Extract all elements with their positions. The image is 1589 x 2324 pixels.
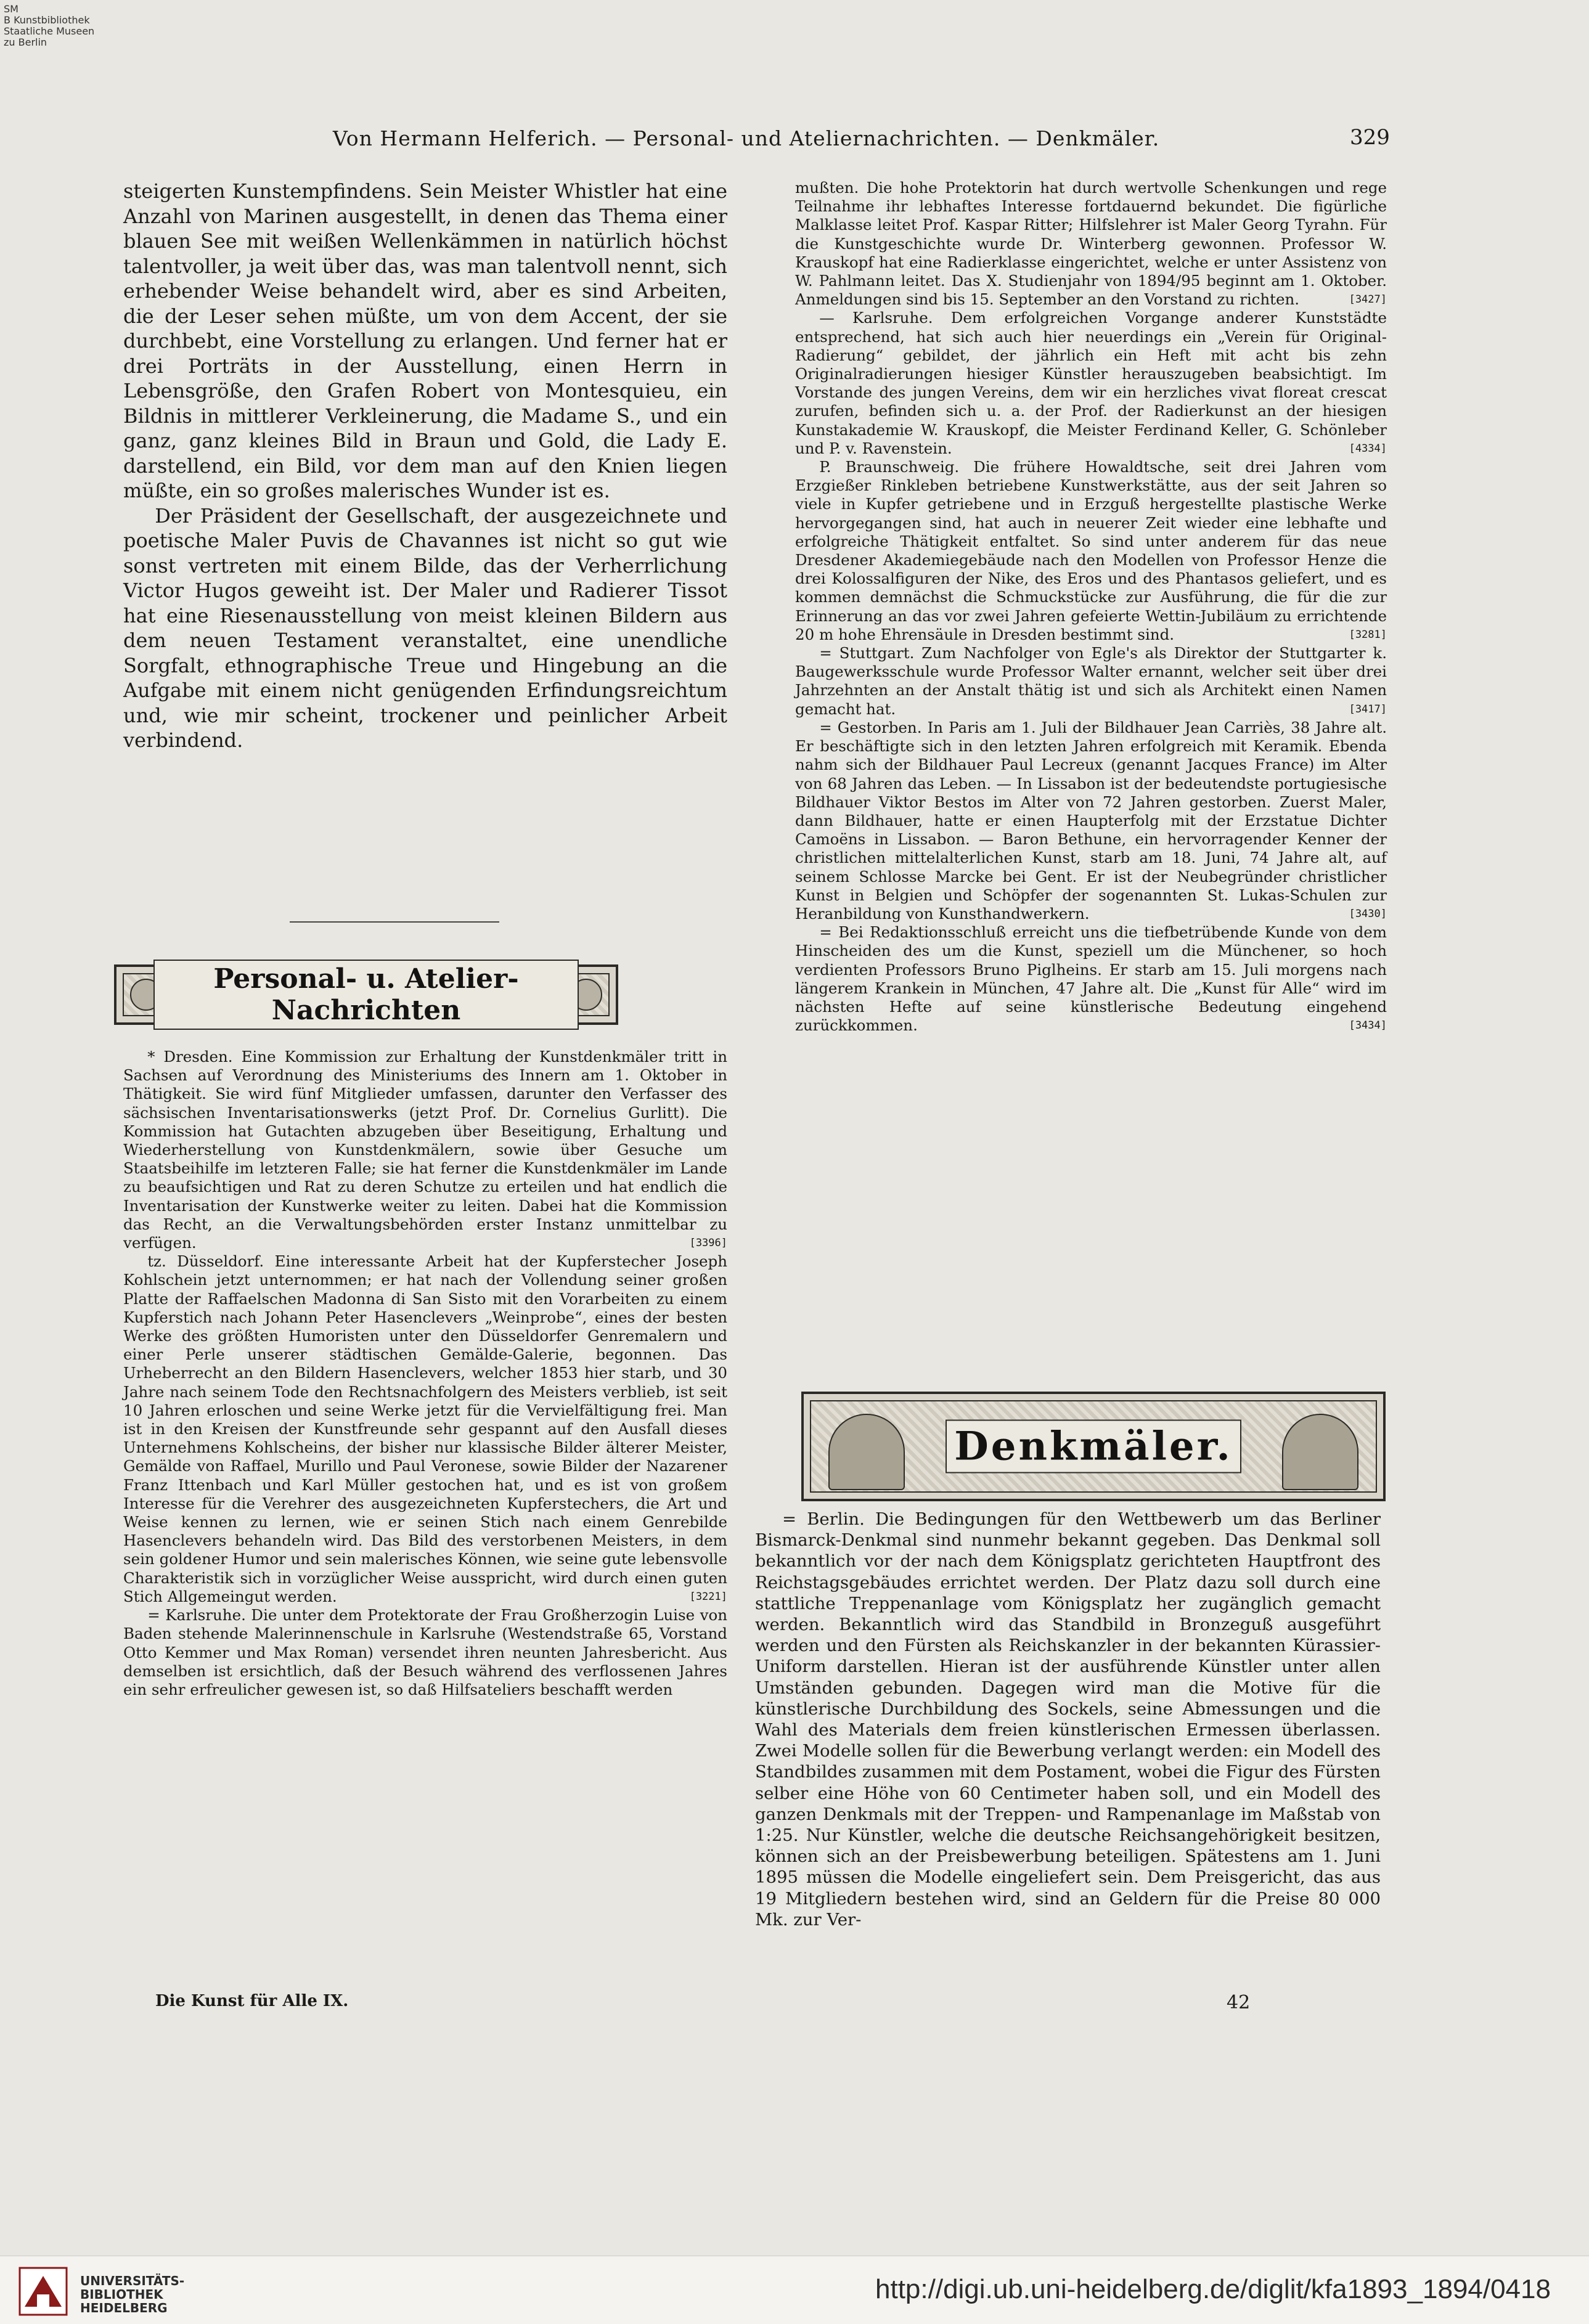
news-item <box>795 458 1387 644</box>
news-item <box>795 309 1387 458</box>
journal-footer: Die Kunst für Alle IX. <box>155 1992 349 2010</box>
news-text: — Karlsruhe. Dem erfolgreichen Vorgange anderer Kunststädte entsprechend, hat sich auch hier neuerdings ein „Verein für Original-Radierung“ gebildet, der jährlich ein Heft mit acht bis zehn Originalradierungen hiesiger Künstler herauszugeben beabsichtigt. Im Vorstande des jungen Vereins, dem wir ein herzliches vivat floreat crescat zurufen, befinden sich u. a. der Prof. der Radierkunst an der hiesigen Kunstakademie W. Krauskopf, die Meister Ferdinand Keller, G. Schönleber und P. v. Ravenstein. <box>795 309 1387 457</box>
banner-title: Personal- u. Atelier-Nachrichten <box>153 960 579 1030</box>
news-text: tz. Düsseldorf. Eine interessante Arbeit hat der Kupferstecher Joseph Kohlschein jetzt unternommen; er hat nach der Vollendung seiner großen Platte der Raffaelschen Madonna di San Sisto mit den Vorarbeiten zu einem Kupferstich nach Johann Peter Hasenclevers „Weinprobe“, eines der besten Werke des größten Humoristen unter den Düsseldorfer Genremalern und einer Perle unserer städtischen Gemälde-Galerie, begonnen. Das Urheberrecht an den Bildern Hasenclevers, welcher 1853 hier starb, und 30 Jahre nach seinem Tode den Rechtsnachfolgern des Meisters verblieb, ist seit 10 Jahren erloschen und seine Werke jetzt für die Vervielfältigung frei. Man ist in den Kreisen der Kunstfreunde sehr gespannt auf den Ausfall dieses Unternehmens Kohlscheins, der bisher nur klassische Bilder älterer Meister, Gemälde von Raffael, Murillo und Paul Veronese, sowie Bilder der Nazarener Franz Ittenbach und Karl Müller gestochen hat, und es ist von großem Interesse für die Verehrer des ausgezeichneten Kupferstechers, die Art und Weise kennen zu lernen, wie er seinen Stich nach einem Genrebilde Hasenclevers behandeln wird. Das Bild des verstorbenen Meisters, in dem sein goldener Humor und sein malerisches Können, wie seine gute lebensvolle Charakteristik sich in vorzüglicher Weise ausspricht, wird durch einen guten Stich Allgemeingut werden. <box>123 1252 727 1605</box>
news-item <box>795 923 1387 1035</box>
right-column <box>795 179 1387 1035</box>
news-text: mußten. Die hohe Protektorin hat durch wertvolle Schenkungen und rege Teilnahme ihr lebhaftes Interesse fortdauernd bekundet. Die figürliche Malklasse leitet Prof. Kaspar Ritter; Hilfslehrer ist Maler Georg Tyrahn. Für die Kunstgeschichte wurde Dr. Winterberg gewonnen. Professor W. Krauskopf hat eine Radierklasse eingerichtet, welche er unter Assistenz von W. Pahlmann leitet. Das X. Studienjahr von 1894/95 beginnt am 1. Oktober. Anmeldungen sind bis 15. September an den Vorstand zu richten. <box>795 179 1387 309</box>
university-logo-icon <box>18 2267 68 2316</box>
left-column <box>123 179 727 753</box>
reference-number: [3427] <box>1349 293 1387 306</box>
library-stamp <box>4 4 94 48</box>
news-item <box>795 644 1387 719</box>
news-item <box>795 719 1387 923</box>
reference-number: [3434] <box>1349 1019 1387 1032</box>
library-name-line: BIBLIOTHEK <box>80 2287 163 2302</box>
footer-issue-number: 42 <box>1227 1992 1251 2013</box>
reference-number: [4334] <box>1349 442 1387 455</box>
statue-figure-icon <box>1282 1414 1358 1490</box>
reference-number: [3221] <box>689 1590 727 1603</box>
news-text: = Bei Redaktionsschluß erreicht uns die tiefbetrübende Kunde von dem Hinscheiden des um die Kunst, speziell um die Münchener, so hoch verdienten Professors Bruno Piglheins. Er starb am 15. Juli morgens nach längerem Krankein in München, 47 Jahre alt. Die „Kunst für Alle“ wird im nächsten Hefte auf seine künstlerische Bedeutung eingehend zurückkommen. <box>795 923 1387 1035</box>
news-text: = Stuttgart. Zum Nachfolger von Egle's als Direktor der Stuttgarter k. Baugewerksschule wurde Professor Walter ernannt, welcher seit über drei Jahrzehnten an der Anstalt thätig ist und sich als Architekt einen Namen gemacht hat. <box>795 644 1387 718</box>
running-head: Von Hermann Helferich. — Personal- und Ateliernachrichten. — Denkmäler. <box>333 126 1160 150</box>
monument-item: = Berlin. Die Bedingungen für den Wettbewerb um das Berliner Bismarck-Denkmal sind nunmehr bekannt gegeben. Das Denkmal soll bekanntlich vor der nach dem Königsplatz gerichteten Hauptfront des Reichstagsgebäudes errichtet werden. Der Platz dazu soll durch eine stattliche Treppenanlage vom Königsplatz her zugänglich gemacht werden. Bekanntlich wird das Standbild in Bronzeguß ausgeführt werden und den Fürsten als Reichskanzler in der bekannten Kürassier-Uniform darstellen. Hieran ist der ausführende Künstler unter allen Umständen gebunden. Dagegen wird man die Motive für die künstlerische Durchbildung des Sockels, seine Abmessungen und die Wahl des Materials dem freien künstlerischen Ermessen überlassen. Zwei Modelle sollen für die Bewerbung verlangt werden: ein Modell des Standbildes zusammen mit dem Postament, wobei die Figur des Fürsten selber eine Höhe von 60 Centimeter haben soll, und ein Modell des ganzen Denkmals mit der Treppen- und Rampenanlage im Maßstab von 1:25. Nur Künstler, welche die deutsche Reichsangehörigkeit besitzen, können sich an der Preisbewerbung beteiligen. Spätestens am 1. Juni 1895 müssen die Modelle eingeliefert sein. Dem Preisgericht, das aus 19 Mitgliedern bestehen wird, sind an Geldern für die Preise 80 000 Mk. zur Ver- <box>755 1509 1381 1930</box>
library-name-line: HEIDELBERG <box>80 2301 168 2315</box>
page-number: 329 <box>1350 125 1390 150</box>
reference-number: [3281] <box>1349 628 1387 641</box>
library-name <box>80 2274 184 2315</box>
personal-news-banner <box>114 964 618 1025</box>
reference-number: [3430] <box>1349 907 1387 920</box>
news-text: P. Braunschweig. Die frühere Howaldtsche, seit drei Jahren vom Erzgießer Rinkleben betriebene Kunstwerkstätte, aus der seit Jahren so viele in Kupfer getriebene und in Erzguß hergestellte plastische Werke hervorgegangen sind, hat auch in neuerer Zeit wieder eine lebhafte und erfolgreiche Thätigkeit entfaltet. So sind unter anderem für das neue Dresdener Akademiegebäude nach den Modellen von Professor Henze die drei Kolossalfiguren der Nike, des Eros und des Phantasos geliefert, und es kommen demnächst die Schmuckstücke zur Ausführung, die für die zur Erinnerung an das vor zwei Jahren gefeierte Wettin-Jubiläum zu errichtende 20 m hohe Ehrensäule in Dresden bestimmt sind. <box>795 458 1387 643</box>
stamp-line: SM <box>4 3 18 15</box>
news-text: = Gestorben. In Paris am 1. Juli der Bildhauer Jean Carriès, 38 Jahre alt. Er beschäftigte sich in den letzten Jahren erfolgreich mit Keramik. Ebenda nahm sich der Bildhauer Paul Lecreux (genannt Jacques France) im Alter von 68 Jahren das Leben. — In Lissabon ist der bedeutendste portugiesische Bildhauer Viktor Bestos im Alter von 72 Jahren gestorben. Zuerst Maler, dann Bildhauer, hatte er einen Haupterfolg mit der Erzstatue Dichter Camoëns in Lissabon. — Baron Bethune, ein hervorragender Kenner der christlichen mittelalterlichen Kunst, starb am 18. Juni, 74 Jahre alt, auf seinem Schlosse Marcke bei Gent. Er ist der Neubegründer christlicher Kunst in Belgien und Schöpfer der sogenannten St. Lukas-Schulen zur Heranbildung von Kunsthandwerkern. <box>795 718 1387 923</box>
news-text: = Karlsruhe. Die unter dem Protektorate der Frau Großherzogin Luise von Baden stehende Malerinnenschule in Karlsruhe (Westendstraße 65, Vorstand Otto Kemmer und Max Roman) versendet ihren neunten Jahresbericht. Aus demselben ist ersichtlich, daß der Besuch während des verflossenen Jahres ein sehr erfreulicher gewesen ist, so daß Hilfsateliers beschafft werden <box>123 1606 727 1698</box>
news-item <box>795 179 1387 309</box>
news-item <box>123 1252 727 1606</box>
news-text: * Dresden. Eine Kommission zur Erhaltung der Kunstdenkmäler tritt in Sachsen auf Verordnung des Ministeriums des Innern am 1. Oktober in Thätigkeit. Sie wird fünf Mitglieder umfassen, darunter den Verfasser des sächsischen Inventarisationswerks (jetzt Prof. Dr. Cornelius Gurlitt). Die Kommission hat Gutachten abzugeben über Beseitigung, Erhaltung und Wiederherstellung von Kunstdenkmälern, sowie über Gesuche um Staatsbeihilfe im letzteren Falle; sie hat ferner die Kunstdenkmäler im Lande zu beaufsichtigen und Rat zu deren Schutze zu erteilen und hat endlich die Inventarisation der Kunstwerke weiter zu leiten. Dabei hat die Kommission das Recht, an die Verwaltungsbehörden erster Instanz unmittelbar zu verfügen. <box>123 1048 727 1252</box>
monuments-banner <box>801 1392 1386 1501</box>
stamp-line: zu Berlin <box>4 36 47 48</box>
section-rule <box>290 921 499 923</box>
news-item <box>123 1048 727 1252</box>
news-item <box>123 1606 727 1699</box>
left-news-column <box>123 1048 727 1699</box>
stamp-line: B Kunstbibliothek <box>4 14 90 26</box>
body-paragraph: Der Präsident der Gesellschaft, der ausgezeichnete und poetische Maler Puvis de Chavannes ist nicht so gut wie sonst vertreten mit einem Bilde, das der Verherrlichung Victor Hugos geweiht ist. Der Maler und Radierer Tissot hat eine Riesenausstellung von meist kleinen Bildern aus dem neuen Testament veranstaltet, eine unendliche Sorgfalt, ethnographische Treue und Hingebung an die Aufgabe mit einem nicht genügenden Erfindungsreichtum und, wie mir scheint, trockener und peinlicher Arbeit verbindend. <box>123 504 727 752</box>
monuments-column <box>755 1509 1381 1930</box>
permalink-url[interactable]: http://digi.ub.uni-heidelberg.de/diglit/kfa1893_1894/0418 <box>875 2274 1551 2304</box>
reference-number: [3396] <box>689 1237 727 1250</box>
library-name-line: UNIVERSITÄTS- <box>80 2273 185 2288</box>
reference-number: [3417] <box>1349 703 1387 716</box>
stamp-line: Staatliche Museen <box>4 25 95 37</box>
banner-title: Denkmäler. <box>946 1420 1241 1474</box>
body-paragraph: steigerten Kunstempfindens. Sein Meister Whistler hat eine Anzahl von Marinen ausgestellt, in denen das Thema einer blauen See mit weißen Wellenkämmen in natürlich höchst talentvoller, ja weit über das, was man talentvoll nennt, sich erhebender Weise behandelt wird, aber es sind Arbeiten, die der Leser sehen müßte, um von dem Accent, der sie durchbebt, eine Vorstellung zu erlangen. Und ferner hat er drei Porträts in der Ausstellung, einen Herrn in Lebensgröße, den Grafen Robert von Montesquieu, ein Bildnis in mittlerer Verkleinerung, die Madame S., und ein ganz, ganz kleines Bild in Braun und Gold, die Lady E. darstellend, ein Bild, vor dem man auf den Knien liegen müßte, ein so großes malerisches Wunder ist es. <box>123 179 727 502</box>
statue-figure-icon <box>828 1414 905 1490</box>
